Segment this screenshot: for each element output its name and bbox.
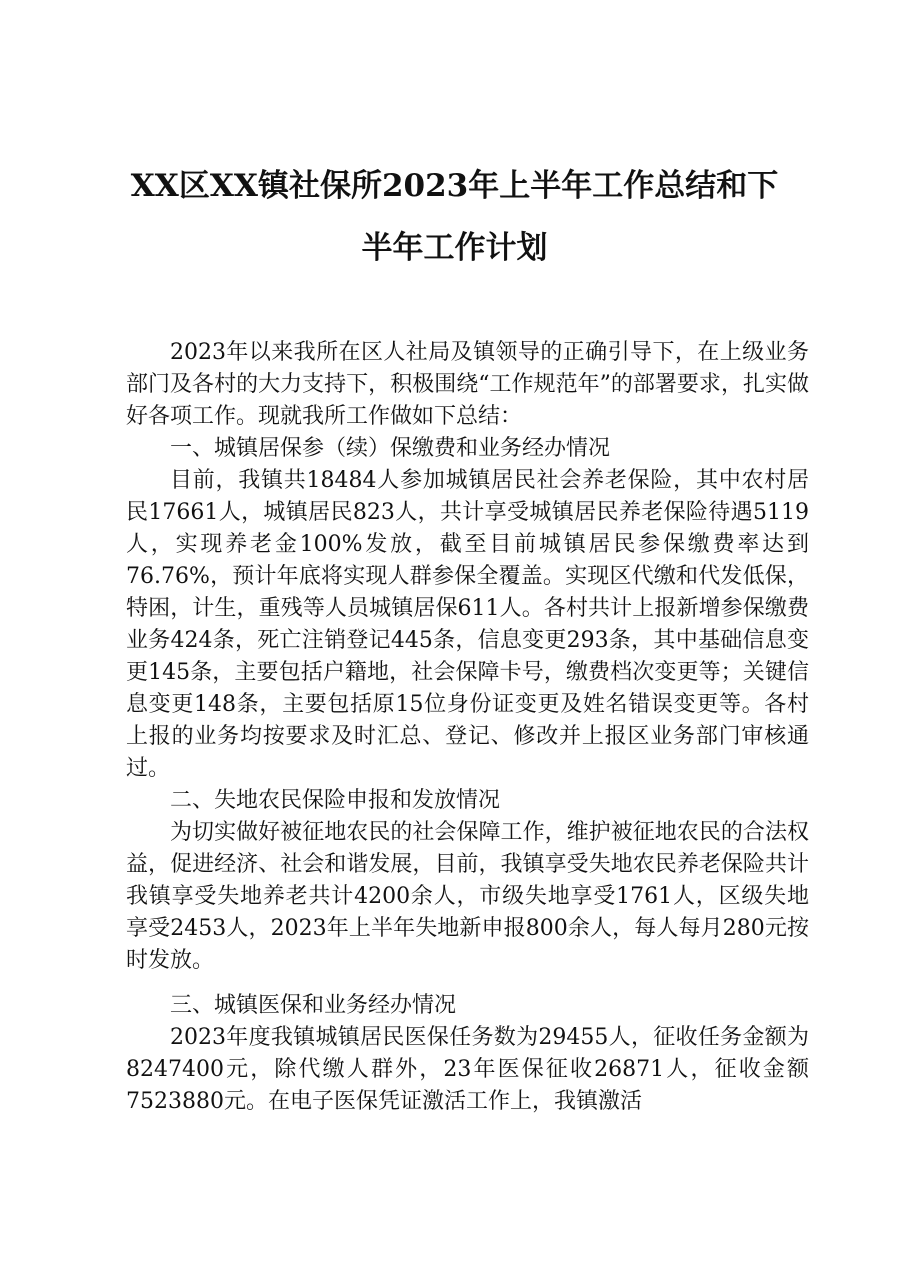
section-3-paragraph: 2023年度我镇城镇居民医保任务数为29455人，征收任务金额为8247400元，除代缴人群外，23年医保征收26871人，征收金额7523880元。在电子医保凭证激活工作上，我镇激活 bbox=[126, 1025, 809, 1114]
section-3-heading: 三、城镇医保和业务经办情况 bbox=[170, 993, 457, 1018]
paragraph-gap bbox=[126, 977, 809, 990]
section-1-heading: 一、城镇居保参（续）保缴费和业务经办情况 bbox=[170, 436, 611, 461]
document-title-line-2: 半年工作计划 bbox=[361, 230, 548, 266]
document-title-line-1: XX区XX镇社保所2023年上半年工作总结和下 bbox=[130, 168, 779, 204]
section-1-paragraph: 目前，我镇共18484人参加城镇居民社会养老保险，其中农村居民17661人，城镇居民823人，共计享受城镇居民养老保险待遇5119人，实现养老金100%发放，截至目前城镇居民参保缴费率达到76.76%，预计年底将实现人群参保全覆盖。实现区代缴和代发低保，特困，计生，重残等人员城镇居保611人。各村共计上报新增参保缴费业务424条，死亡注销登记445条，信息变更293条，其中基础信息变更145条，主要包括户籍地，社会保障卡号，缴费档次变更等；关键信息变更148条，主要包括原15位身份证变更及姓名错误变更等。各村上报的业务均按要求及时汇总、登记、修改并上报区业务部门审核通过。 bbox=[126, 468, 809, 781]
section-2-paragraph: 为切实做好被征地农民的社会保障工作，维护被征地农民的合法权益，促进经济、社会和谐发展，目前，我镇享受失地农民养老保险共计我镇享受失地养老共计4200余人，市级失地享受1761人，区级失地享受2453人，2023年上半年失地新申报800余人，每人每月280元按时发放。 bbox=[126, 820, 809, 973]
intro-paragraph: 2023年以来我所在区人社局及镇领导的正确引导下，在上级业务部门及各村的大力支持下，积极围绕“工作规范年”的部署要求，扎实做好各项工作。现就我所工作做如下总结： bbox=[126, 340, 809, 429]
document-body bbox=[126, 337, 809, 1118]
section-2-heading: 二、失地农民保险申报和发放情况 bbox=[170, 788, 501, 813]
